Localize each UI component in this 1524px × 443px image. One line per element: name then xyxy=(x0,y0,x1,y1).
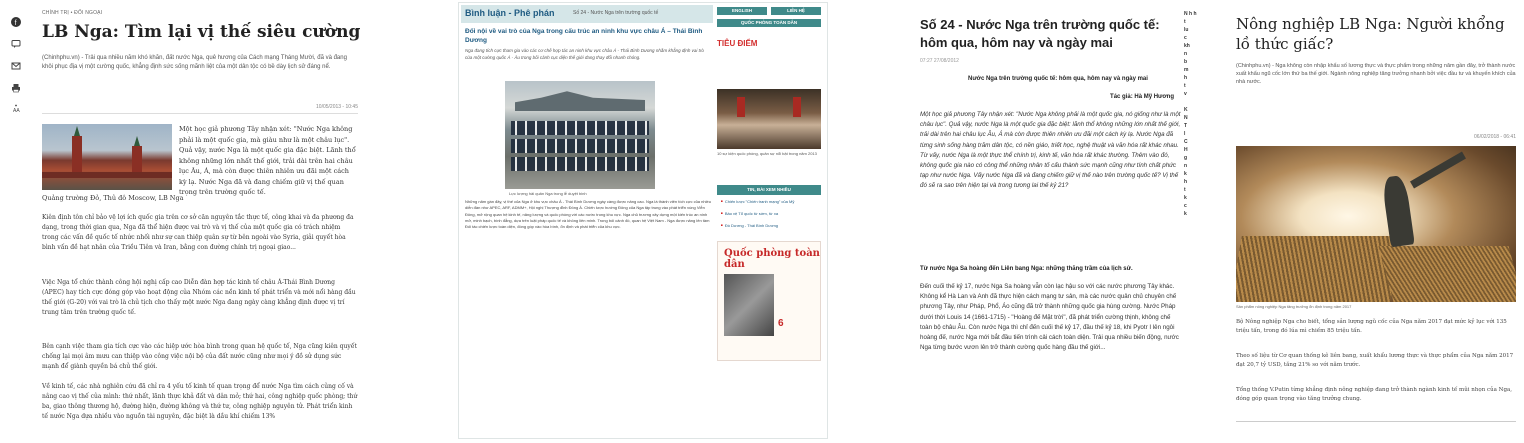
harvest-photo xyxy=(1236,146,1516,302)
section-heading: Từ nước Nga Sa hoàng đến Liên bang Nga: những thăng trầm của lịch sử. xyxy=(920,266,1133,272)
photo-caption: Sản phẩm nông nghiệp Nga tăng trưởng ổn định trong năm 2017 xyxy=(1236,304,1352,309)
article-lead: Nga đang tích cực tham gia vào các cơ chế hợp tác an ninh khu vực châu Á - Thái Bình Dương nhằm khẳng định vai trò của một cường quốc Á - Âu trong bối cảnh cục diện thế giới đang thay đổi nhanh chóng. xyxy=(465,48,704,60)
magazine-title: Quốc phòng toàn dân xyxy=(724,248,820,270)
flag-shape xyxy=(793,97,801,117)
paragraph: Kiên định tôn chỉ bảo vệ lợi ích quốc gia trên cơ sở căn nguyên tắc thực tế, công khai và đa phương đa dạng, trong thời gian qua, Nga đã thể hiện được vai trò và vị thế của một quốc gia có trách nhiệm trong các vấn đề quốc tế nhức nhối như sự can thiệp quân sự từ bên ngoài vào Syria, giải quyết hòa bình vấn đề hạt nhân của Triều Tiên và Iran, bằng con đường chính trị ngoại giao... xyxy=(42,214,354,251)
sailor-row xyxy=(511,157,649,171)
article-title: Đối nội về vai trò của Nga trong cấu trúc an ninh khu vực châu Á – Thái Bình Dương xyxy=(465,28,703,44)
print-icon[interactable] xyxy=(8,80,24,96)
share-rail xyxy=(0,0,30,443)
article-title: LB Nga: Tìm lại vị thế siêu cường xyxy=(42,22,361,42)
article-text: Đến cuối thế kỷ 17, nước Nga Sa hoàng vẫn còn lạc hậu so với các nước phương Tây khác. Không kể Hà Lan và Anh đã thực hiện cách mạng tư sản, mà các nước quân chủ chuyên chế phương Tây, như Pháp, Phổ, Áo cũng đã trở thành những quốc gia hùng cường. Nước Pháp dưới thời Louis 14 (1661-1715) - "Hoàng đế Mặt trời", đã phát triển cường thịnh, không chế toàn bộ châu Âu. Còn nước Nga thì chỉ đến cuối thế kỷ 17, đầu thế kỷ 18, khi Pyotr I lên ngôi hoàng đế, nước Nga mới bắt đầu tiến trình cải cách toàn diện. Trải qua nhiều biến động, nước Nga từng bước vươn lên trở thành cường quốc hàng đầu thế giới... xyxy=(920,283,1179,352)
photo-caption: Lực lượng hải quân Nga trong lễ duyệt binh xyxy=(509,191,587,196)
article-text: Những năm gần đây, vị thế của Nga ở khu vực châu Á - Thái Bình Dương ngày càng được nâng cao. Nga là thành viên tích cực của nhiều diễn đàn như APEC, ARF, ADMM+, Hội nghị Thượng đỉnh Đông Á. Chiến lược hướng Đông của Nga tập trung vào phát triển vùng Viễn Đông, mở rộng quan hệ kinh tế, năng lượng và quốc phòng với các nước trong khu vực. Nga chủ trương xây dựng một kiến trúc an ninh mở, minh bạch, bình đẳng, dựa trên luật pháp quốc tế và không liên minh. Trong bối cảnh đó, quan hệ Việt Nam - Nga được nâng lên tầm Đối tác chiến lược toàn diện, đóng góp vào hòa bình, ổn định và phát triển của khu vực. xyxy=(465,199,711,230)
section-title[interactable]: Bình luận - Phê phán xyxy=(465,8,555,18)
article-date: 06/02/2018 - 06:41 xyxy=(1474,134,1516,140)
section-subtitle[interactable]: Số 24 - Nước Nga trên trường quốc tế xyxy=(573,10,659,16)
sailor-row xyxy=(511,139,649,153)
author: Tác giả: Hà Mỹ Hương xyxy=(1110,94,1174,100)
tab-qptd[interactable]: QUỐC PHÒNG TOÀN DÂN xyxy=(717,19,821,27)
thumbnail-caption[interactable]: 10 sự kiện quốc phòng, quân sự nổi bật trong năm 2013 xyxy=(717,151,817,156)
event-thumbnail[interactable] xyxy=(717,89,821,149)
pull-quote: Một học giả phương Tây nhận xét: "Nước Nga không phải là một quốc gia, mà giàu như là một châu lục". Quả vậy, nước Nga là một quốc gia đặc biệt. Lãnh thổ không những lớn nhất thế giới, trải dài trên hai châu lục Âu, Á, mà còn được thiên nhiên ưu đãi một cách kỳ lạ. Nước Nga đã và đang chiếm giữ vị thế quan trọng trên trường quốc tế. xyxy=(179,125,356,196)
image-caption: Quảng trường Đỏ, Thủ đô Moscow, LB Nga xyxy=(42,194,184,202)
most-read-header: TIN, BÀI XEM NHIỀU xyxy=(717,185,821,195)
article-panel-nongnghiep xyxy=(1228,0,1524,443)
clipped-text-strip: N h h t lu c kh n b m h t v K N T l C H g n k h t k c k xyxy=(1184,11,1197,217)
flag-shape xyxy=(737,97,745,117)
navy-parade-photo xyxy=(505,81,655,189)
sailor-row xyxy=(511,121,649,135)
wheat-sheaf xyxy=(1236,236,1402,302)
paragraph: Việc Nga tổ chức thành công hội nghị cấp cao Diễn đàn hợp tác kinh tế châu Á-Thái Bình Dương (APEC) hay tích cực đóng góp vào hoạt động của Nhóm các nền kinh tế phát triển và mới nổi hàng đầu thế giới (G-20) với vai trò là chủ tịch cho thấy một nước Nga đang ngày càng khẳng định được vị trí trung tâm trên trường quốc tế. xyxy=(42,279,356,316)
paragraph: Theo số liệu từ Cơ quan thống kê liên bang, xuất khẩu lương thực và thực phẩm của Nga năm 2017 đạt 20,7 tỷ USD, tăng 21% so với năm trước. xyxy=(1236,353,1514,368)
intro-text: Một học giả phương Tây nhận xét: "Nước Nga không phải là một quốc gia, nó giống như là một châu lục". Quả vậy, nước Nga là một quốc gia đặc biệt: lãnh thổ không những lớn nhất thế giới, trải dài trên hai châu lục Âu, Á mà còn được thiên nhiên ưu đãi một cách kỳ lạ. Nước Nga đã từng sinh sống hàng trăm dân tộc, có nền giáo, triết học, nghệ thuật và văn hóa rất khác nhau. Từ vấy, nước Nga là một thực thể chính trị, kinh tế, văn hóa rất khác thường. Thêm vào đó, không quốc gia nào có công thể những nhân tố cấu thành sức mạnh cũng như tính chất phức tạp như nước Nga. Vấy nước Nga đã và đang chiếm giữ vị thế nào trên trường quốc tế? Vị thế đó sẽ ra sao trên hiện tại và trong tương lai thế kỷ 21? xyxy=(920,111,1181,190)
paragraph: Bên cạnh việc tham gia tích cực vào các hiệp ước hòa bình trong quan hệ quốc tế, Nga cũng kiên quyết chống lại mọi âm mưu can thiệp vào công việc nội bộ của đất nước cũng như mọi ý đồ sử dụng sức mạnh để giành quyền bá chủ thế giới. xyxy=(42,343,357,370)
tower-shape xyxy=(72,136,82,174)
ship-shape xyxy=(515,89,645,111)
tower-shape xyxy=(132,146,142,174)
svg-text:AA: AA xyxy=(13,108,20,113)
mail-icon[interactable] xyxy=(8,58,24,74)
magazine-photo xyxy=(724,274,774,336)
farmer-arm xyxy=(1410,152,1466,189)
most-read-link[interactable]: ■ Bảo vệ Tổ quốc từ sớm, từ xa xyxy=(721,211,821,217)
red-square-photo xyxy=(42,124,172,190)
magazine-cover[interactable] xyxy=(717,241,821,361)
svg-text:f: f xyxy=(14,20,17,27)
most-read-link[interactable]: ■ Đồ Dương - Thái Bình Dương xyxy=(721,223,821,229)
article-panel-tapchiqptd xyxy=(458,2,828,439)
article-lead: (Chinhphu.vn) - Trải qua nhiều năm khó khăn, đất nước Nga, quê hương của Cách mạng Tháng Mười, đã và đang khôi phục địa vị một cường quốc, khẳng định sức sống mãnh liệt của một dân tộc có bề dày lịch sử đáng nể. xyxy=(42,55,347,70)
tieu-diem-logo: TIÊU ĐIỂM xyxy=(717,39,758,48)
article-subtitle: Nước Nga trên trường quốc tế: hôm qua, hôm nay và ngày mai xyxy=(968,76,1148,82)
article-panel-chinhphu xyxy=(0,0,430,443)
divider xyxy=(1236,421,1516,422)
most-read-link[interactable]: ■ Chiến lược "Chiến tranh mạng" của Mỹ xyxy=(721,199,821,205)
tab-english[interactable]: ENGLISH xyxy=(717,7,767,15)
breadcrumb[interactable]: CHÍNH TRỊ • ĐỐI NGOẠI xyxy=(42,10,103,16)
facebook-icon[interactable] xyxy=(8,14,24,30)
article-title: Nông nghiệp LB Nga: Người khổng lồ thức giấc? xyxy=(1236,15,1505,53)
font-size-icon[interactable] xyxy=(8,100,24,116)
tab-contact[interactable]: LIÊN HỆ xyxy=(771,7,821,15)
article-title: Số 24 - Nước Nga trên trường quốc tế: hôm qua, hôm nay và ngày mai xyxy=(920,17,1160,50)
wheat-sheaf xyxy=(1378,246,1516,302)
divider xyxy=(42,113,358,114)
paragraph: Về kinh tế, các nhà nghiên cứu đã chỉ ra 4 yếu tố kinh tế quan trọng để nước Nga tìm cách củng cố và nâng cao vị thế của mình: thứ nhất, lãnh thực khả đất và dân mỏ; thứ hai, công nghiệp quốc phòng; thứ ba, giao thông thương hộ, đường hiện, đường không và thứ tư, công nghiệp nguyên tử. Phát triển kinh tế nước Nga dựa nhiều vào nguồn tài nguyên, đặc biệt là dầu khí chiếm 13% xyxy=(42,383,358,420)
wall-shape xyxy=(42,172,172,178)
paragraph: Bộ Nông nghiệp Nga cho biết, tổng sản lượng ngũ cốc của Nga năm 2017 đạt mức kỷ lục với 135 triệu tấn, trong đó lúa mì chiếm 85 triệu tấn. xyxy=(1236,319,1507,334)
section-bar xyxy=(461,5,713,23)
article-lead: (Chinhphu.vn) - Nga không còn nhập khẩu số lương thực và thực phẩm trong những năm gần đây, trở thành nước xuất khẩu ngũ cốc lớn thứ ba thế giới. Ngành nông nghiệp tăng trưởng nhanh bởi việc đầu tư và khuyến khích của nhà nước. xyxy=(1236,63,1516,85)
article-date: 07:27 27/08/2012 xyxy=(920,58,959,64)
article-date: 10/05/2013 - 10:45 xyxy=(316,104,358,110)
article-panel-so24 xyxy=(908,0,1184,443)
magazine-issue: 6 xyxy=(778,318,784,329)
paragraph: Tổng thống V.Putin từng khẳng định nông nghiệp đang trở thành ngành kinh tế mũi nhọn của Nga, đóng góp quan trọng vào tăng trưởng chung. xyxy=(1236,387,1513,402)
comment-icon[interactable] xyxy=(8,36,24,52)
